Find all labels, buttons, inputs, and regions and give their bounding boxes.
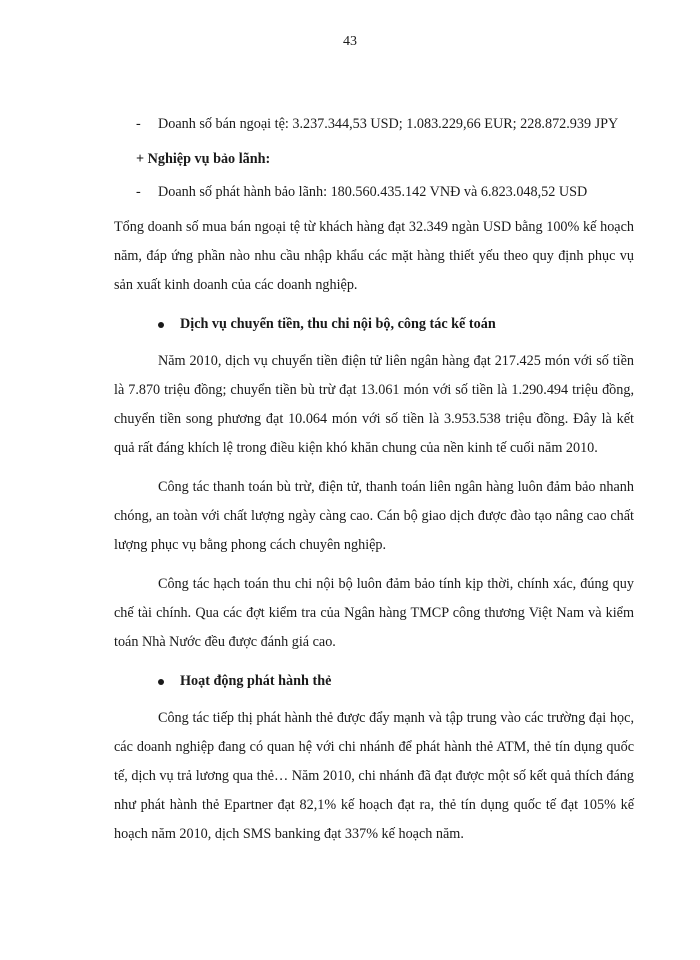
summary-paragraph: Tổng doanh số mua bán ngoại tệ từ khách hàng đạt 32.349 ngàn USD bằng 100% kế hoạch năm, đáp ứng phần nào nhu cầu nhập khẩu các mặt hàng thiết yếu theo quy định phục vụ sản xuất kinh doanh của các doanh nghiệp. [114,219,634,293]
page-content [114,110,634,859]
transfer-heading-text: Dịch vụ chuyển tiền, thu chi nội bộ, công tác kế toán [180,316,496,332]
transfer-paragraph-2: Công tác thanh toán bù trừ, điện tử, thanh toán liên ngân hàng luôn đảm bảo nhanh chóng, an toàn với chất lượng ngày càng cao. Cán bộ giao dịch được đào tạo nâng cao chất lượng phục vụ bằng phong cách chuyên nghiệp. [114,479,634,553]
foreign-sales-item [114,110,634,139]
card-heading-text: Hoạt động phát hành thẻ [180,673,332,689]
card-heading [114,667,634,696]
transfer-paragraph-3: Công tác hạch toán thu chi nội bộ luôn đảm bảo tính kịp thời, chính xác, đúng quy chế tài chính. Qua các đợt kiểm tra của Ngân hàng TMCP công thương Việt Nam và kiểm toán Nhà Nước đều được đánh giá cao. [114,576,634,650]
transfer-paragraph-1: Năm 2010, dịch vụ chuyển tiền điện tử liên ngân hàng đạt 217.425 món với số tiền là 7.870 triệu đồng; chuyển tiền bù trừ đạt 13.061 món với số tiền là 1.290.494 triệu đồng, chuyển tiền song phương đạt 10.064 món với số tiền là 3.953.538 triệu đồng. Đây là kết quả rất đáng khích lệ trong điều kiện khó khăn chung của nền kinh tế cuối năm 2010. [114,353,634,456]
transfer-heading [114,310,634,339]
page-number: 43 [343,34,357,49]
guarantee-heading: + Nghiệp vụ bảo lãnh: [136,151,271,167]
bullet-icon [158,322,164,328]
card-paragraph: Công tác tiếp thị phát hành thẻ được đẩy mạnh và tập trung vào các trường đại học, các doanh nghiệp đang có quan hệ với chi nhánh để phát hành thẻ ATM, thẻ tín dụng quốc tế, dịch vụ trả lương qua thẻ… Năm 2010, chi nhánh đã đạt được một số kết quả thích đáng như phát hành thẻ Epartner đạt 82,1% kế hoạch đạt ra, thẻ tín dụng quốc tế đạt 105% kế hoạch năm 2010, dịch SMS banking đạt 337% kế hoạch năm. [114,710,634,842]
guarantee-issue-text: Doanh số phát hành bảo lãnh: 180.560.435.142 VNĐ và 6.823.048,52 USD [158,184,588,200]
guarantee-issue-item [114,178,634,207]
dash-marker: - [136,184,141,200]
foreign-sales-text: Doanh số bán ngoại tệ: 3.237.344,53 USD; 1.083.229,66 EUR; 228.872.939 JPY [158,116,619,132]
bullet-icon [158,679,164,685]
dash-marker: - [136,116,141,132]
